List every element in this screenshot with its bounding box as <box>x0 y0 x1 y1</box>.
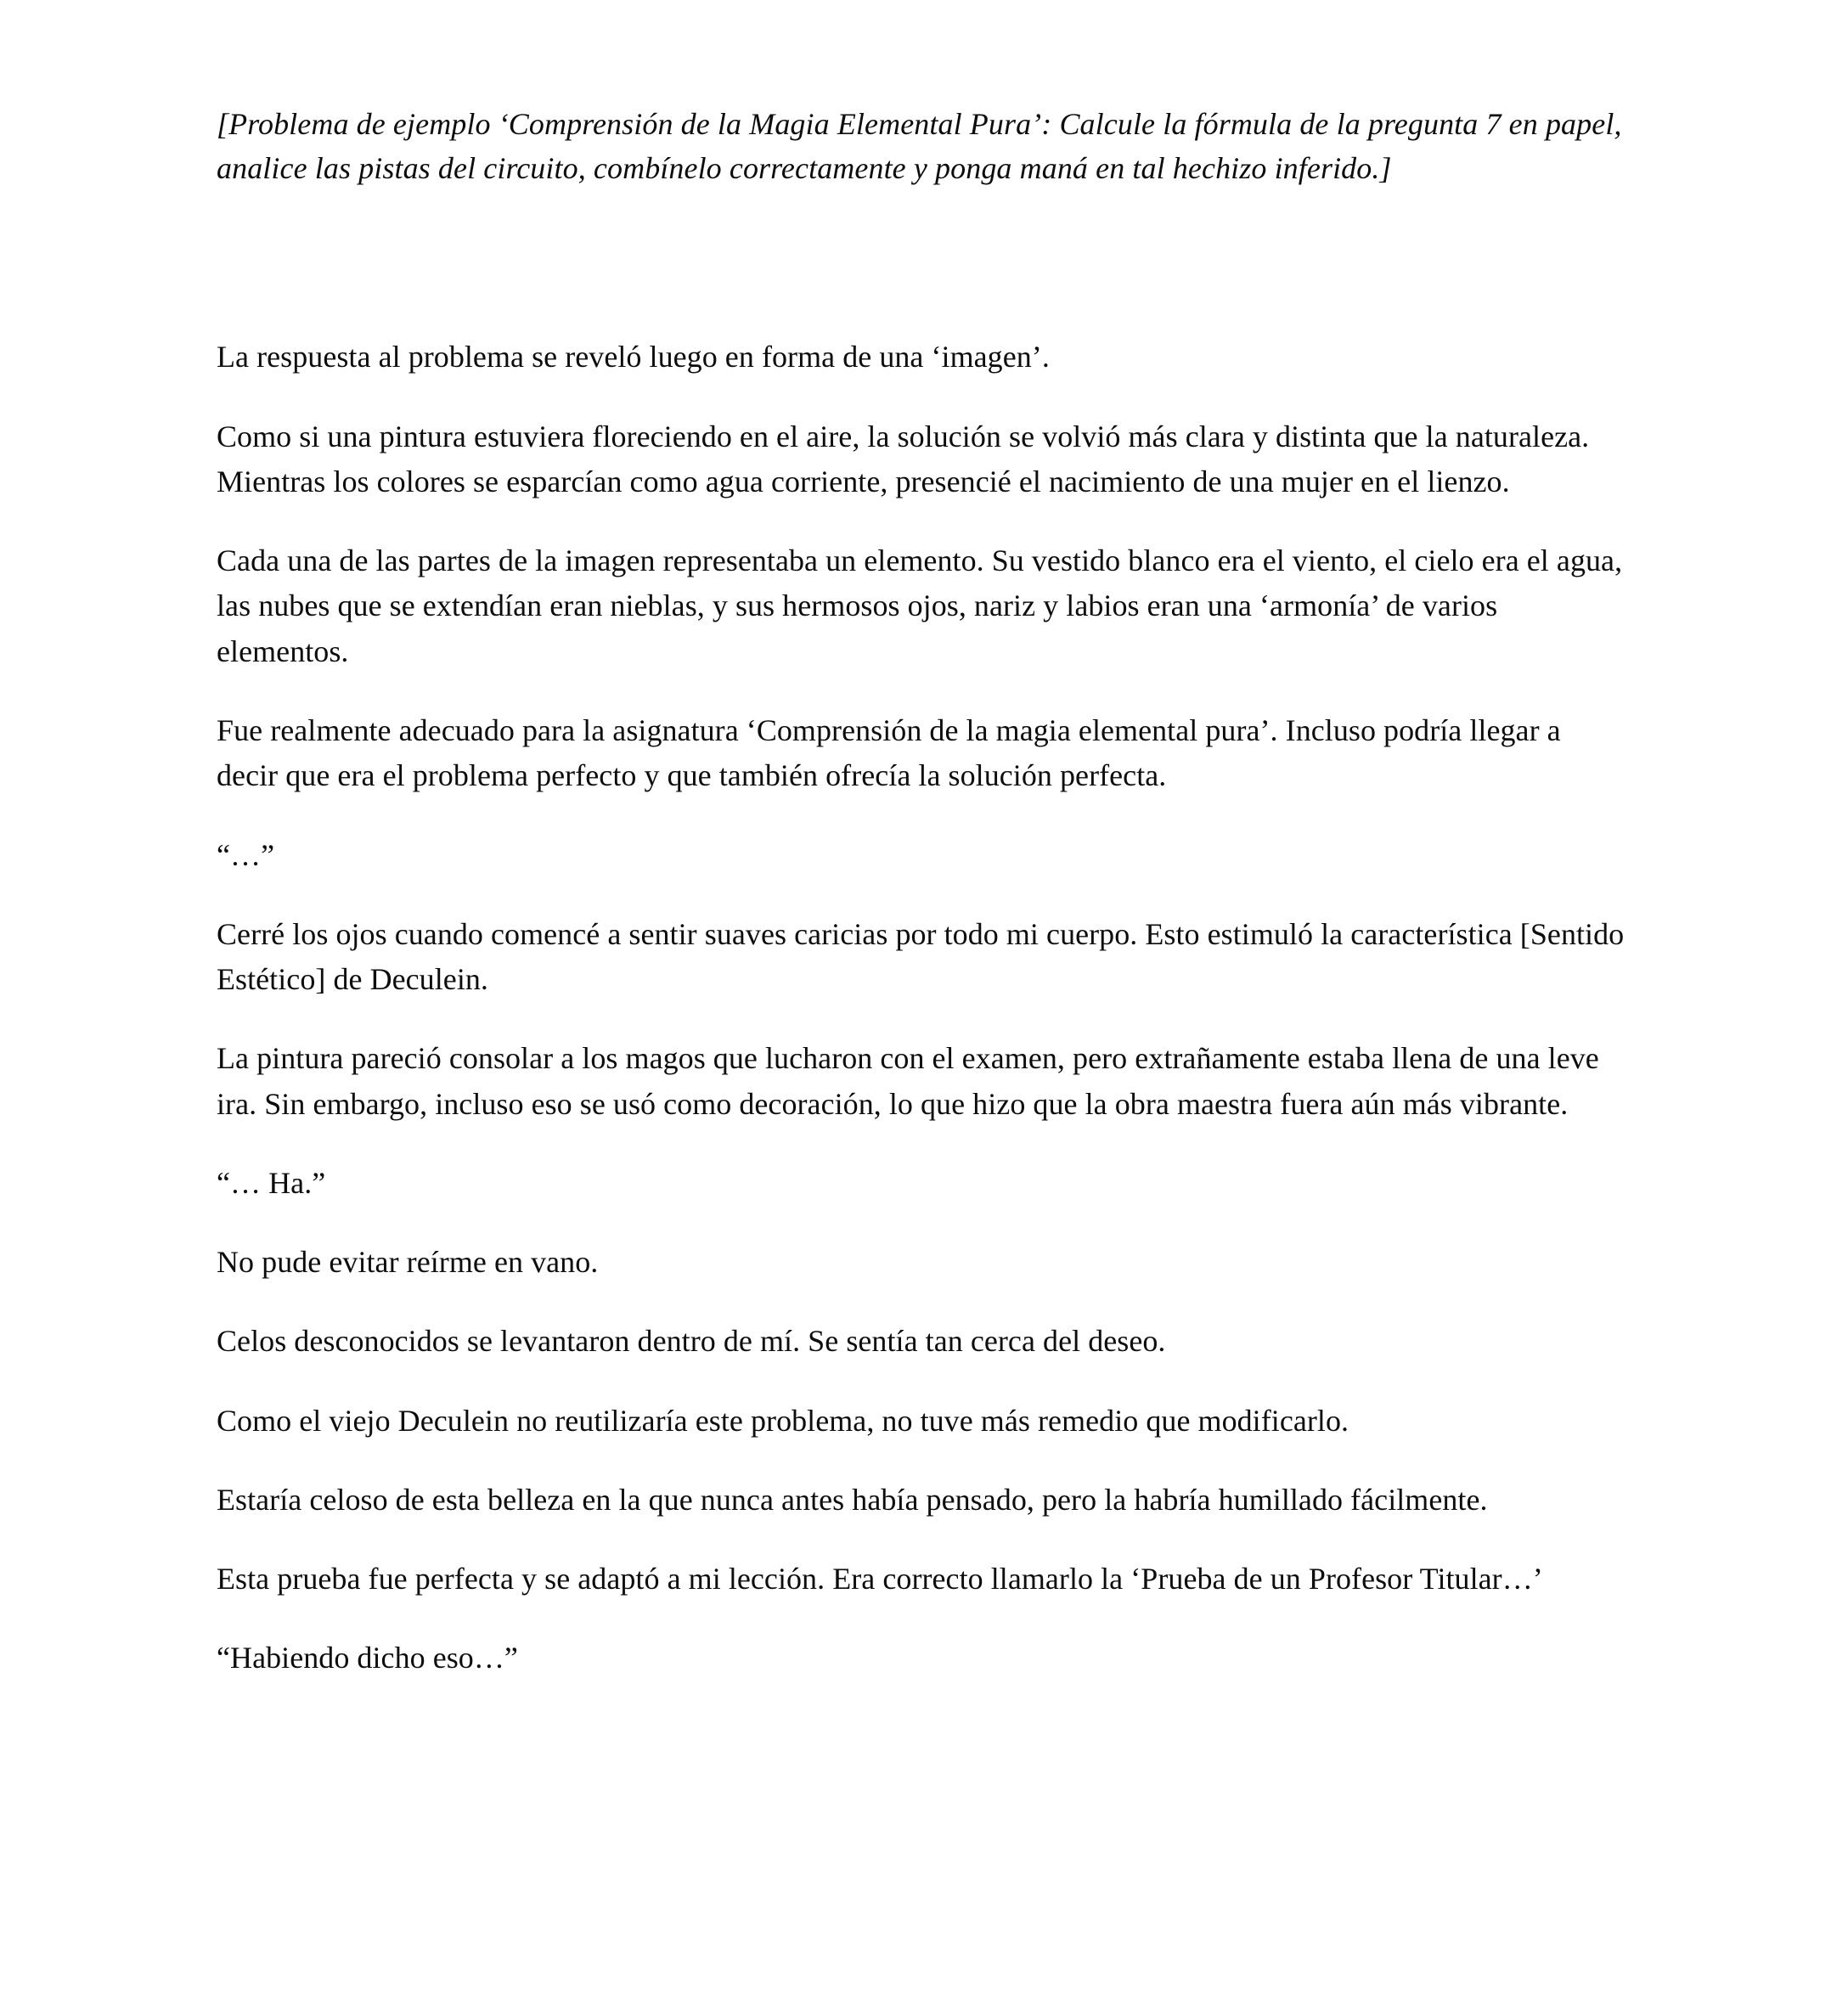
body-paragraph-4: Fue realmente adecuado para la asignatura ‘Comprensión de la magia elemental pura’. Incluso podría llegar a decir que era el problema perfecto y que también ofrecía la solución perfecta. <box>217 712 1561 793</box>
dialogue-paragraph-3: “Habiendo dicho eso…” <box>217 1641 518 1675</box>
body-paragraph-3: Cada una de las partes de la imagen representaba un elemento. Su vestido blanco era el viento, el cielo era el agua, las nubes que se extendían eran nieblas, y sus hermosos ojos, nariz y labios eran una ‘armonía’ de varios elementos. <box>217 543 1623 668</box>
body-paragraph-6: La pintura pareció consolar a los magos que lucharon con el examen, pero extrañamente estaba llena de una leve ira. Sin embargo, incluso eso se usó como decoración, lo que hizo que la obra maestra fuera aún más vibrante. <box>217 1041 1599 1121</box>
body-paragraph-11: Esta prueba fue perfecta y se adaptó a mi lección. Era correcto llamarlo la ‘Prueba de un Profesor Titular…’ <box>217 1562 1543 1596</box>
body-paragraph-8: Celos desconocidos se levantaron dentro de mí. Se sentía tan cerca del deseo. <box>217 1324 1166 1359</box>
dialogue-paragraph-2: “… Ha.” <box>217 1165 326 1200</box>
body-paragraph-5: Cerré los ojos cuando comencé a sentir suaves caricias por todo mi cuerpo. Esto estimuló la característica [Sentido Estético] de Deculein. <box>217 916 1625 997</box>
body-paragraph-1: La respuesta al problema se reveló luego en forma de una ‘imagen’. <box>217 340 1050 374</box>
body-paragraph-9: Como el viejo Deculein no reutilizaría este problema, no tuve más remedio que modificarlo. <box>217 1403 1349 1438</box>
dialogue-paragraph-1: “…” <box>217 837 275 872</box>
section-spacer <box>217 224 1626 335</box>
body-paragraph-7: No pude evitar reírme en vano. <box>217 1245 599 1280</box>
body-paragraph-10: Estaría celoso de esta belleza en la que nunca antes había pensado, pero la habría humillado fácilmente. <box>217 1482 1488 1517</box>
bracket-note-paragraph: [Problema de ejemplo ‘Comprensión de la Magia Elemental Pura’: Calcule la fórmula de la pregunta 7 en papel, analice las pistas del circuito, combínelo correctamente y ponga maná en tal hechizo inferido.] <box>217 107 1622 186</box>
document-body <box>217 102 1626 1681</box>
body-paragraph-2: Como si una pintura estuviera floreciendo en el aire, la solución se volvió más clara y distinta que la naturaleza. Mientras los colores se esparcían como agua corriente, presencié el nacimiento de una mujer en el lienzo. <box>217 419 1590 498</box>
